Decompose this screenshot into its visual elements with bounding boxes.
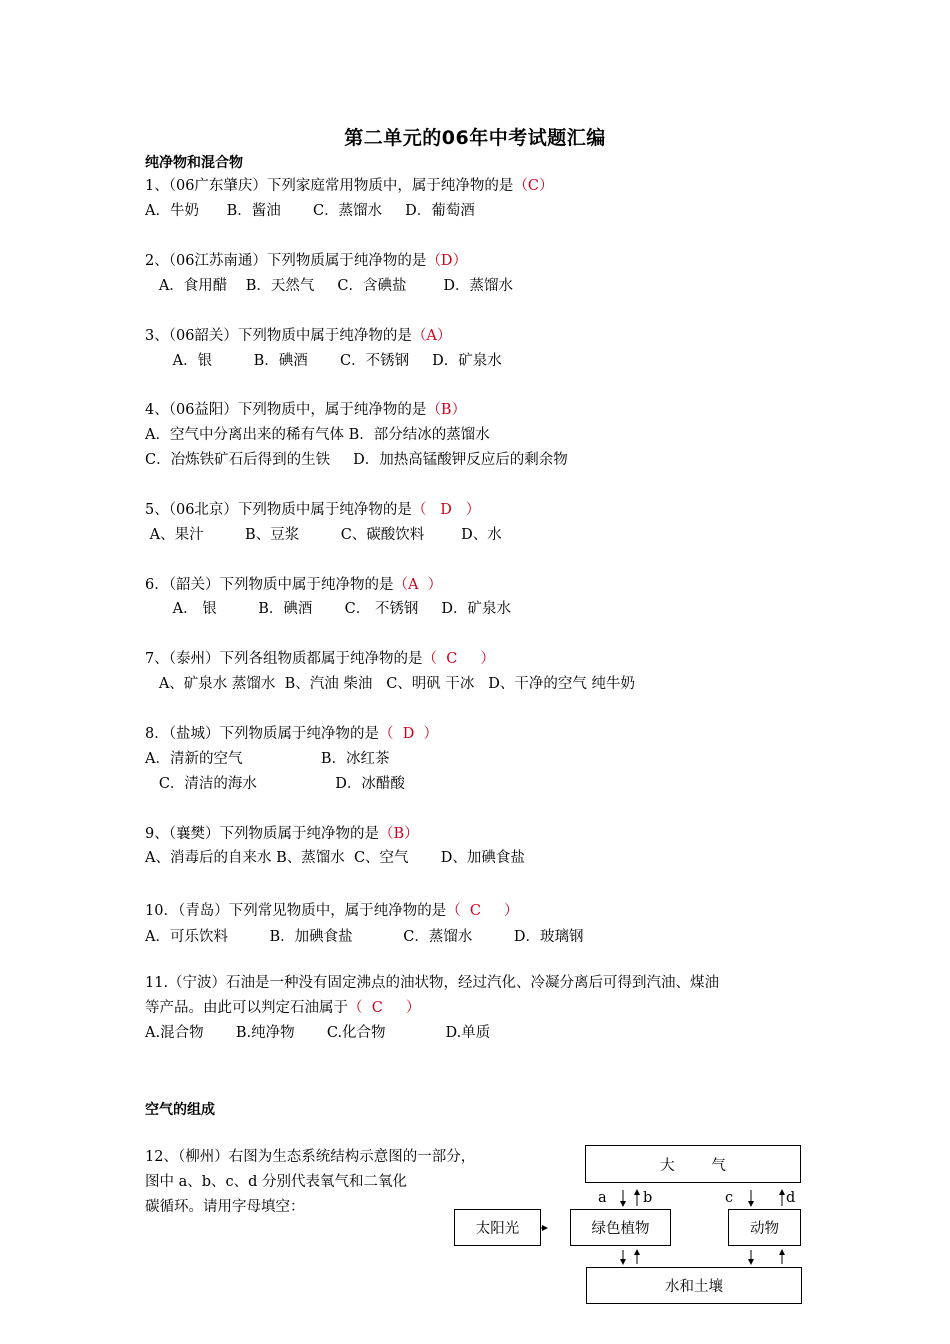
answer: （C） bbox=[513, 178, 554, 194]
question-9 bbox=[145, 825, 419, 843]
question-text: 4、（06益阳）下列物质中，属于纯净物的是 bbox=[145, 402, 427, 418]
animals-box: 动物 bbox=[728, 1209, 801, 1246]
question-text: 1、（06广东肇庆）下列家庭常用物质中，属于纯净物的是 bbox=[145, 178, 514, 194]
question-11 bbox=[145, 999, 420, 1017]
green-plants-box: 绿色植物 bbox=[570, 1209, 671, 1246]
question-text: 6．（韶关）下列物质中属于纯净物的是 bbox=[145, 577, 394, 593]
answer: （B） bbox=[378, 826, 419, 842]
question-text: 8．（盐城）下列物质属于纯净物的是 bbox=[145, 726, 379, 742]
question-4 bbox=[145, 401, 466, 419]
question-2 bbox=[145, 252, 467, 270]
answer: （D） bbox=[426, 253, 468, 269]
question-12-line-2: 图中 a、b、c、d 分别代表氧气和二氧化 bbox=[145, 1174, 408, 1190]
question-text: 5、（06北京）下列物质中属于纯净物的是 bbox=[145, 502, 412, 518]
question-8-options-2: C．清洁的海水 D．冰醋酸 bbox=[145, 776, 405, 792]
page-title: 第二单元的06年中考试题汇编 bbox=[344, 127, 606, 149]
question-7 bbox=[145, 650, 495, 668]
question-8 bbox=[145, 725, 438, 743]
question-text: 9、（襄樊）下列物质属于纯净物的是 bbox=[145, 826, 379, 842]
question-10 bbox=[145, 902, 519, 920]
question-11-options: A.混合物 B.纯净物 C.化合物 D.单质 bbox=[145, 1025, 491, 1041]
question-5-options: A、果汁 B、豆浆 C、碳酸饮料 D、水 bbox=[145, 527, 502, 543]
question-5 bbox=[145, 501, 480, 519]
question-1-options: A．牛奶 B．酱油 C．蒸馏水 D．葡萄酒 bbox=[145, 203, 475, 219]
answer: （ D ） bbox=[378, 726, 439, 742]
section-heading-air-composition: 空气的组成 bbox=[145, 1102, 215, 1118]
question-11-line-1: 11.（宁波）石油是一种没有固定沸点的油状物，经过汽化、冷凝分离后可得到汽油、煤油 bbox=[145, 975, 720, 991]
answer: （ C ） bbox=[446, 903, 519, 919]
question-text: 等产品。由此可以判定石油属于 bbox=[145, 1000, 348, 1016]
question-9-options: A、消毒后的自来水 B、蒸馏水 C、空气 D、加碘食盐 bbox=[145, 850, 525, 866]
question-text: 3、（06韶关）下列物质中属于纯净物的是 bbox=[145, 328, 412, 344]
label-c: c bbox=[725, 1190, 734, 1206]
atmosphere-box: 大 气 bbox=[585, 1145, 801, 1183]
question-12-line-1: 12、（柳州）右图为生态系统结构示意图的一部分， bbox=[145, 1149, 476, 1165]
question-text: 7、（泰州）下列各组物质都属于纯净物的是 bbox=[145, 651, 423, 667]
question-10-options: A．可乐饮料 B．加碘食盐 C．蒸馏水 D．玻璃钢 bbox=[145, 929, 584, 945]
question-4-options-1: A．空气中分离出来的稀有气体 B．部分结冰的蒸馏水 bbox=[145, 427, 490, 443]
answer: （B） bbox=[426, 402, 467, 418]
question-1 bbox=[145, 177, 554, 195]
question-3-options: A．银 B．碘酒 C．不锈钢 D．矿泉水 bbox=[145, 353, 502, 369]
sunlight-box: 太阳光 bbox=[454, 1209, 541, 1246]
section-heading-pure-mixture: 纯净物和混合物 bbox=[145, 155, 243, 171]
question-12-line-3: 碳循环。请用字母填空： bbox=[145, 1199, 305, 1215]
label-a: a bbox=[598, 1190, 607, 1206]
label-b: b bbox=[643, 1190, 653, 1206]
question-8-options-1: A．清新的空气 B．冰红茶 bbox=[145, 751, 390, 767]
question-text: 2、（06江苏南通）下列物质属于纯净物的是 bbox=[145, 253, 427, 269]
answer: （ C ） bbox=[348, 1000, 421, 1016]
answer: （A ） bbox=[393, 577, 443, 593]
water-soil-box: 水和土壤 bbox=[586, 1267, 802, 1304]
question-6-options: A． 银 B．碘酒 C． 不锈钢 D．矿泉水 bbox=[145, 601, 512, 617]
question-6 bbox=[145, 576, 442, 594]
answer: （ C ） bbox=[422, 651, 495, 667]
question-2-options: A．食用醋 B．天然气 C．含碘盐 D．蒸馏水 bbox=[145, 278, 514, 294]
label-d: d bbox=[786, 1190, 796, 1206]
question-3 bbox=[145, 327, 451, 345]
answer: （A） bbox=[411, 328, 452, 344]
answer: （ D ） bbox=[411, 502, 481, 518]
question-7-options: A、矿泉水 蒸馏水 B、汽油 柴油 C、明矾 干冰 D、干净的空气 纯牛奶 bbox=[145, 676, 635, 692]
question-4-options-2: C．冶炼铁矿石后得到的生铁 D．加热高锰酸钾反应后的剩余物 bbox=[145, 452, 568, 468]
question-text: 10．（青岛）下列常见物质中，属于纯净物的是 bbox=[145, 903, 447, 919]
